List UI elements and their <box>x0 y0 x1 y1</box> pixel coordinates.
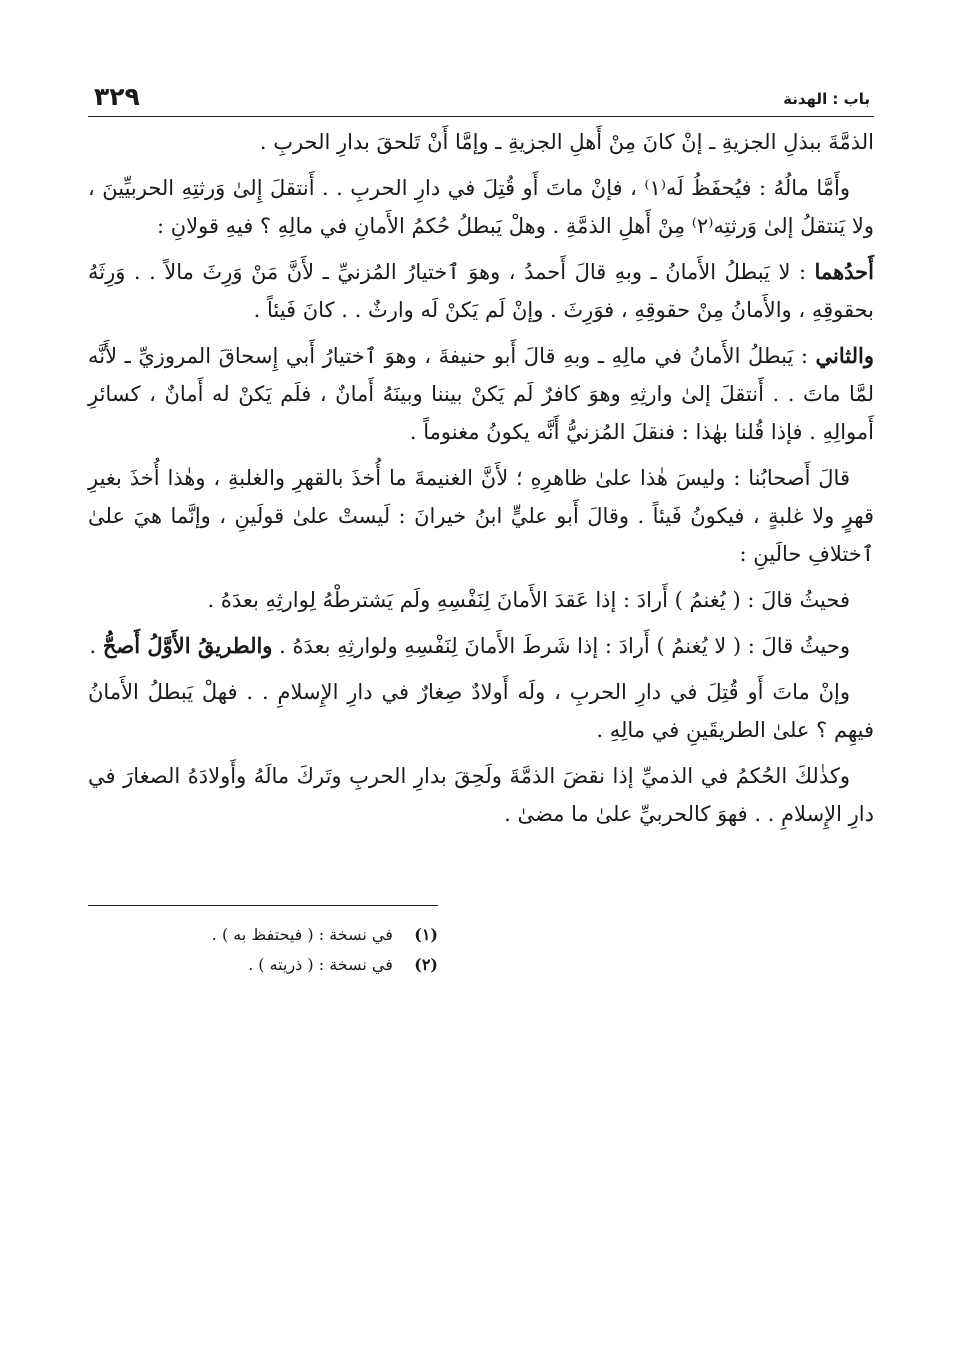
footnote-number: (٢) <box>414 955 438 974</box>
paragraph-text: قالَ أَصحابُنا : وليسَ هٰذا علىٰ ظاهرِهِ ؛ لأَنَّ الغنيمةَ ما أُخذَ بالقهرِ والغلبةِ ، وهٰذا أُخذَ بغيرِ قهرٍ ولا غلبةٍ ، فيكونُ فَيئاً . وقالَ أَبو عليٍّ ابنُ خيرانَ : لَيستْ علىٰ قولَينِ ، وإنَّما هيَ علىٰ ٱختلافِ حالَينِ : <box>88 466 874 566</box>
paragraph <box>88 673 874 749</box>
footnote-text: في نسخة : ( ذريته ) . <box>248 955 393 974</box>
footnote-number: (١) <box>414 925 438 944</box>
book-page <box>88 78 874 980</box>
paragraph <box>88 627 874 665</box>
paragraph-lead: أَحدُهما <box>814 259 874 284</box>
body-text <box>88 123 874 833</box>
paragraph <box>88 253 874 329</box>
footnote <box>88 950 438 980</box>
footnotes <box>88 920 438 980</box>
paragraph <box>88 169 874 245</box>
paragraph <box>88 337 874 451</box>
paragraph-bold-tail: والطريقُ الأَوَّلُ أَصحُّ <box>102 633 273 658</box>
paragraph-text: فحيثُ قالَ : ( يُغنمُ ) أَرادَ : إذا عَقدَ الأَمانَ لِنَفْسِهِ ولَم يَشترطْهُ لِوارثِهِ بعدَهُ . <box>207 588 850 612</box>
paragraph <box>88 757 874 833</box>
paragraph-text: : لا يَبطلُ الأَمانُ ـ وبهِ قالَ أَحمدُ ، وهوَ ٱختيارُ المُزنيِّ ـ لأَنَّ مَنْ وَرِثَ مالاً . . وَرِثَهُ بحقوقِهِ ، والأَمانُ مِنْ حقوقِهِ ، فوَرِثَ . وإنْ لَم يَكنْ لَه وارثٌ . . كانَ فَيئاً . <box>88 260 874 322</box>
paragraph-tail: . <box>89 634 103 658</box>
footnote <box>88 920 438 950</box>
paragraph-text: وإنْ ماتَ أَو قُتِلَ في دارِ الحربِ ، ولَه أَولادٌ صِغارٌ في دارِ الإِسلامِ . . فهلْ يَبطلُ الأَمانُ فيهِم ؟ علىٰ الطريقَينِ في مالِهِ . <box>88 680 874 742</box>
running-header <box>88 78 874 117</box>
page-number: ٣٢٩ <box>94 82 140 111</box>
paragraph <box>88 123 874 161</box>
paragraph <box>88 459 874 573</box>
footnote-text: في نسخة : ( فيحتفظ به ) . <box>211 925 393 944</box>
paragraph-text: : يَبطلُ الأَمانُ في مالِهِ ـ وبهِ قالَ أَبو حنيفةَ ، وهوَ ٱختيارُ أَبي إِسحاقَ المروزيِّ ـ لأَنَّه لمَّا ماتَ . . أَنتقلَ إلىٰ وارثِهِ وهوَ كافرٌ لَم يَكنْ بيننا وبينَهُ أَمانٌ ، فلَم يَكنْ له أَمانٌ ، كسائرِ أَموالِهِ . فإذا قُلنا بهٰذا : فنقلَ المُزنيُّ أَنَّه يكونُ مغنوماً . <box>88 344 874 444</box>
chapter-title: باب : الهدنة <box>783 90 870 108</box>
footnote-divider <box>88 905 438 906</box>
paragraph-text: وكذٰلكَ الحُكمُ في الذميِّ إذا نقضَ الذمَّةَ ولَحِقَ بدارِ الحربِ وتَركَ مالَهُ وأَولادَهُ الصغارَ في دارِ الإِسلامِ . . فهوَ كالحربيِّ علىٰ ما مضىٰ . <box>88 764 874 826</box>
paragraph-text: وحيثُ قالَ : ( لا يُغنمُ ) أَرادَ : إذا شَرطَ الأَمانَ لِنَفْسِهِ ولوارثِهِ بعدَهُ . <box>272 634 850 658</box>
paragraph <box>88 581 874 619</box>
paragraph-lead: والثاني <box>815 343 874 368</box>
paragraph-text: الذمَّةَ ببذلِ الجزيةِ ـ إنْ كانَ مِنْ أَهلِ الجزيةِ ـ وإمَّا أَنْ تَلحقَ بدارِ الحربِ . <box>259 130 874 154</box>
paragraph-text: وأَمَّا مالُهُ : فيُحفَظُ لَه⁽١⁾ ، فإنْ ماتَ أَو قُتِلَ في دارِ الحربِ . . أَنتقلَ إِلىٰ وَرثتِهِ الحربيِّينَ ، ولا يَنتقلُ إلىٰ وَرثتِه⁽٢⁾ مِنْ أَهلِ الذمَّةِ . وهلْ يَبطلُ حُكمُ الأَمانِ في مالِهِ ؟ فيهِ قولانِ : <box>88 176 874 238</box>
